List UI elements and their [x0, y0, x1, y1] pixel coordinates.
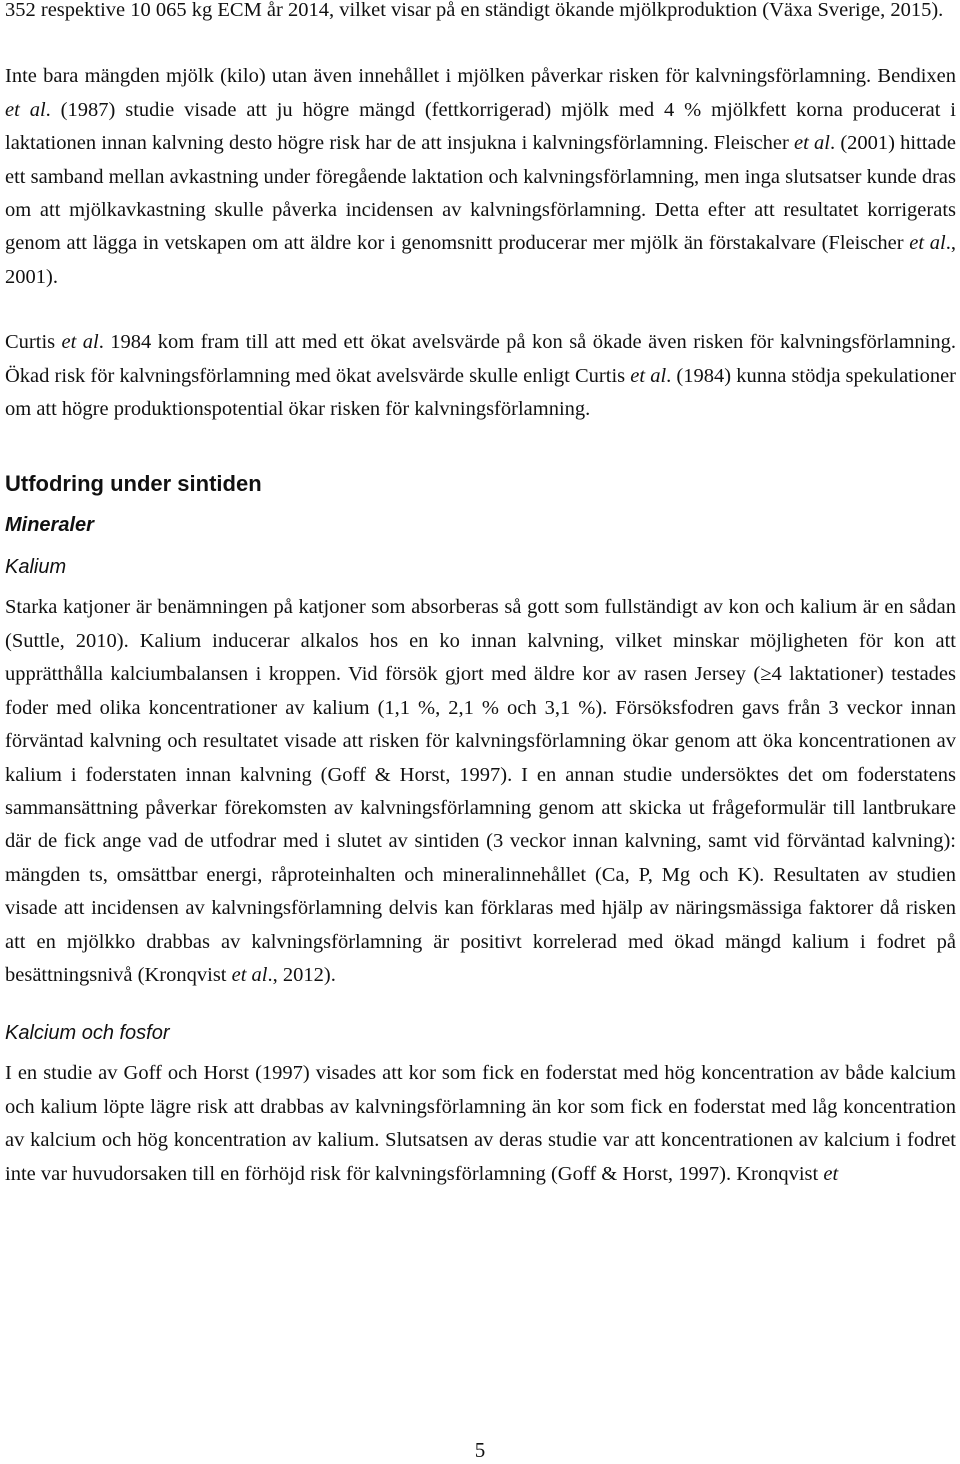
et-al-citation: et al [794, 132, 830, 155]
text-run: Inte bara mängden mjölk (kilo) utan även innehållet i mjölken påverkar risken för kalvningsförlamning. Bendixen [5, 65, 956, 88]
page-number: 5 [474, 1438, 486, 1462]
section-heading: Utfodring under sintiden [5, 471, 262, 497]
text-run: ., 2012). [267, 963, 336, 986]
et-al-citation: et al [630, 364, 667, 387]
et-al-citation: et [823, 1162, 839, 1185]
text-run: . 1984 kom fram till att med ett ökat avelsvärde på kon så ökade även risken för kalvningsförlamning. Ökad risk för kalvningsförlamning med ökat avelsvärde skulle enligt Curtis [5, 331, 956, 387]
subsubsection-heading-kalium: Kalium [5, 556, 67, 579]
paragraph-milk-production-intro: 352 respektive 10 065 kg ECM år 2014, vilket visar på en ständigt ökande mjölkproduktion (Växa Sverige, 2015). [5, 0, 944, 21]
et-al-citation: et al [61, 331, 99, 354]
et-al-citation: et al [231, 963, 268, 986]
text-run: . (2001) hittade ett samband mellan avkastning under föregående laktation och kalvningsförlamning, men inga slutsatser kunde dras om att mjölkavkastning skulle påverka incidensen av kalvningsförlamning. Detta efter att resultatet korrigerats genom att lägga in vetskapen om att äldre kor i genomsnitt producerar mer mjölk än förstakalvare (Fleischer [5, 132, 956, 255]
paragraph-kalium [5, 591, 956, 992]
paragraph-breeding-value [5, 326, 956, 426]
paragraph-milk-content-risk [5, 60, 956, 294]
text-run: ., 2001). [5, 232, 956, 288]
text-run: Starka katjoner är benämningen på katjoner som absorberas så gott som fullständigt av kon och kalium är en sådan (Suttle, 2010). Kalium inducerar alkalos hos en ko innan kalvning, vilket minskar möjligheten för kon att upprätthålla kalciumbalansen i kroppen. Vid försök gjort med äldre kor av rasen Jersey (≥4 laktationer) testades foder med olika koncentrationer av kalium (1,1 %, 2,1 % och 3,1 %). Försöksfodren gavs från 3 veckor innan förväntad kalvning och resultatet visade att risken för kalvningsförlamning ökar genom att öka koncentrationen av kalium i foderstaten innan kalvning (Goff & Horst, 1997). I en annan studie undersöktes det om foderstatens sammansättning påverkar förekomsten av kalvningsförlamning genom att skicka ut frågeformulär till lantbrukare där de fick ange vad de utfodrar med i slutet av sintiden (3 veckor innan kalvning, samt vid förväntad kalvning): mängden ts, omsättbar energi, råproteinhalten och mineralinnehållet (Ca, P, Mg och K). Resultaten av studien visade att incidensen av kalvningsförlamning delvis kan förklaras med hjälp av näringsmässiga faktorer då risken att en mjölkko drabbas av kalvningsförlamning är positivt korrelerad med ökad mängd kalium i fodret på besättningsnivå (Kronqvist [5, 596, 956, 986]
text-run: . (1987) studie visade att ju högre mängd (fettkorrigerad) mjölk med 4 % mjölkfett korna producerat i laktationen innan kalvning desto högre risk har de att insjukna i kalvningsförlamning. Fleischer [5, 98, 956, 155]
paragraph-kalcium-fosfor [5, 1057, 956, 1191]
text-run: I en studie av Goff och Horst (1997) visades att kor som fick en foderstat med hög koncentration av både kalcium och kalium löpte lägre risk att drabbas av kalvningsförlamning än kor som fick en foderstat med låg koncentration av kalcium och hög koncentration av kalium. Slutsatsen av deras studie var att koncentrationen av kalcium i fodret inte var huvudorsaken till en förhöjd risk för kalvningsförlamning (Goff & Horst, 1997). Kronqvist [5, 1062, 956, 1185]
et-al-citation: et al [909, 232, 946, 255]
subsection-heading: Mineraler [5, 514, 94, 537]
text-run: . (1984) kunna stödja spekulationer om att högre produktionspotential ökar risken för kalvningsförlamning. [5, 364, 956, 421]
et-al-citation: et al [5, 98, 46, 121]
text-run: Curtis [5, 331, 62, 354]
subsubsection-heading-kalcium-fosfor: Kalcium och fosfor [5, 1022, 170, 1045]
document-page [5, 0, 956, 1191]
